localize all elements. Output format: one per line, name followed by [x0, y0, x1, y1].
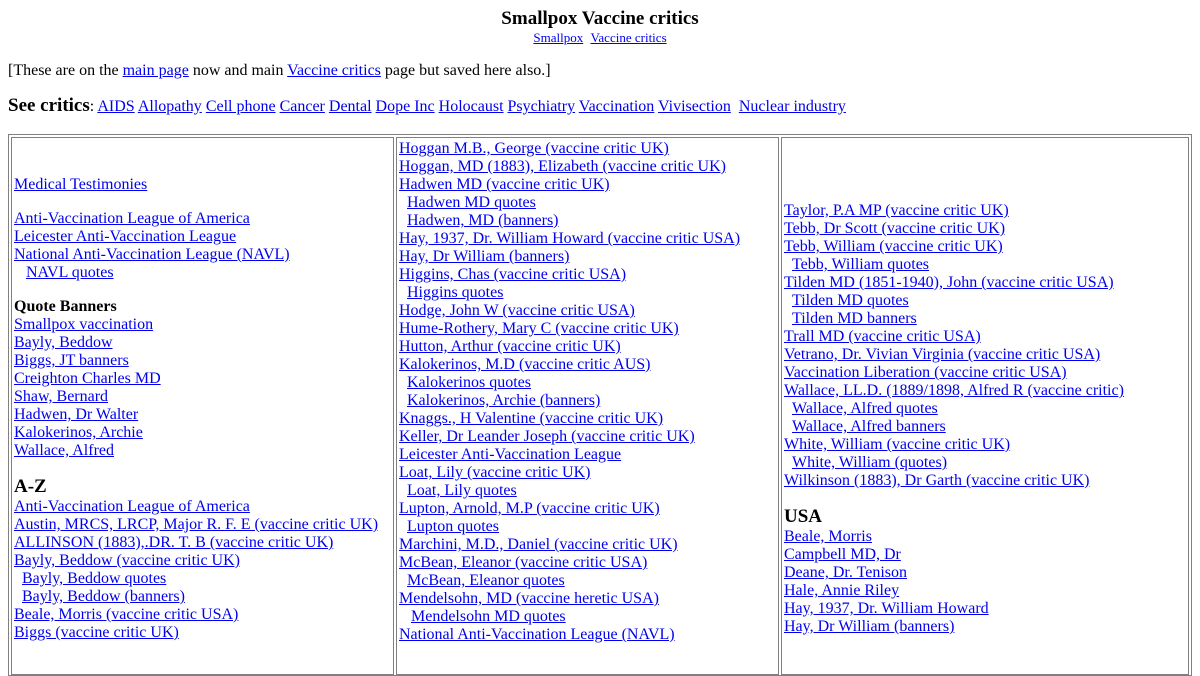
critic-link[interactable]: Kalokerinos quotes: [407, 374, 531, 391]
critic-category-link[interactable]: Dental: [328, 98, 372, 115]
spacer: [784, 490, 1188, 506]
critic-link[interactable]: Tilden MD (1851-1940), John (vaccine critic USA): [784, 274, 1114, 291]
usa-critic-link[interactable]: Hale, Annie Riley: [784, 582, 900, 599]
critic-link[interactable]: Kalokerinos, M.D (vaccine critic AUS): [399, 356, 651, 373]
banner-link[interactable]: Hadwen, Dr Walter: [14, 406, 139, 423]
banner-link[interactable]: Bayly, Beddow: [14, 334, 113, 351]
usa-critic-link[interactable]: Deane, Dr. Tenison: [784, 564, 907, 581]
intro-suffix: page but saved here also.]: [380, 62, 551, 79]
critic-category-link[interactable]: Dope Inc: [375, 98, 435, 115]
usa-list: [784, 528, 1188, 636]
critic-category-link[interactable]: Nuclear industry: [738, 98, 846, 115]
nav-link-smallpox[interactable]: Smallpox: [533, 30, 584, 45]
critic-link[interactable]: Loat, Lily (vaccine critic UK): [399, 464, 591, 481]
quote-banners-heading: Quote Banners: [14, 298, 117, 315]
critic-link[interactable]: National Anti-Vaccination League (NAVL): [399, 626, 675, 643]
critic-link[interactable]: Lupton, Arnold, M.P (vaccine critic UK): [399, 500, 660, 517]
main-page-link[interactable]: main page: [122, 62, 189, 79]
critic-link[interactable]: Marchini, M.D., Daniel (vaccine critic UK): [399, 536, 678, 553]
usa-critic-link[interactable]: Hay, Dr William (banners): [784, 618, 955, 635]
critic-link[interactable]: Vetrano, Dr. Vivian Virginia (vaccine critic USA): [784, 346, 1101, 363]
critic-link[interactable]: Tilden MD quotes: [792, 292, 909, 309]
critic-link[interactable]: Tebb, Dr Scott (vaccine critic UK): [784, 220, 1006, 237]
critic-link[interactable]: Hay, Dr William (banners): [399, 248, 570, 265]
critic-link[interactable]: Knaggs., H Valentine (vaccine critic UK): [399, 410, 664, 427]
vaccine-critics-link[interactable]: Vaccine critics: [287, 62, 381, 79]
banner-link[interactable]: Biggs, JT banners: [14, 352, 129, 369]
spacer: [14, 282, 393, 298]
critic-category-link[interactable]: Cell phone: [205, 98, 276, 115]
intro-prefix: [These are on the: [8, 62, 123, 79]
quote-banners-list: [14, 316, 393, 460]
critic-link[interactable]: Wallace, Alfred banners: [792, 418, 946, 435]
az-list: [14, 498, 393, 642]
critic-category-link[interactable]: Allopathy: [137, 98, 202, 115]
critic-link[interactable]: Loat, Lily quotes: [407, 482, 517, 499]
critic-category-link[interactable]: Vivisection: [658, 98, 731, 115]
critic-link[interactable]: Hadwen MD quotes: [407, 194, 536, 211]
critic-link[interactable]: White, William (quotes): [792, 454, 948, 471]
critic-link[interactable]: Austin, MRCS, LRCP, Major R. F. E (vaccine critic UK): [14, 516, 379, 533]
column-3: [781, 137, 1189, 675]
critic-category-link[interactable]: Psychiatry: [507, 98, 576, 115]
critic-category-link[interactable]: AIDS: [97, 98, 135, 115]
critic-link[interactable]: Trall MD (vaccine critic USA): [784, 328, 981, 345]
critic-category-link[interactable]: Vaccination: [578, 98, 655, 115]
critic-link[interactable]: Higgins quotes: [407, 284, 504, 301]
critic-link[interactable]: Hoggan, MD (1883), Elizabeth (vaccine critic UK): [399, 158, 726, 175]
critic-link[interactable]: White, William (vaccine critic UK): [784, 436, 1011, 453]
critic-link[interactable]: Wallace, Alfred quotes: [792, 400, 938, 417]
critic-link[interactable]: Beale, Morris (vaccine critic USA): [14, 606, 239, 623]
critic-link[interactable]: Kalokerinos, Archie (banners): [407, 392, 601, 409]
critics-table: [8, 134, 1192, 676]
banner-link[interactable]: Creighton Charles MD: [14, 370, 161, 387]
critic-link[interactable]: Higgins, Chas (vaccine critic USA): [399, 266, 627, 283]
league-link[interactable]: Leicester Anti-Vaccination League: [14, 228, 237, 245]
spacer: [14, 194, 393, 210]
critic-link[interactable]: Tebb, William quotes: [792, 256, 930, 273]
critic-link[interactable]: Bayly, Beddow quotes: [22, 570, 167, 587]
critic-link[interactable]: Bayly, Beddow (vaccine critic UK): [14, 552, 240, 569]
critic-link[interactable]: McBean, Eleanor quotes: [407, 572, 565, 589]
critic-link[interactable]: Taylor, P.A MP (vaccine critic UK): [784, 202, 1009, 219]
usa-heading: USA: [784, 506, 823, 527]
league-link[interactable]: National Anti-Vaccination League (NAVL): [14, 246, 290, 263]
navl-quotes-link[interactable]: NAVL quotes: [26, 264, 114, 281]
critic-link[interactable]: Leicester Anti-Vaccination League: [399, 446, 622, 463]
nav-link-vaccine-critics[interactable]: Vaccine critics: [590, 30, 667, 45]
critic-category-link[interactable]: Holocaust: [438, 98, 504, 115]
banner-link[interactable]: Wallace, Alfred: [14, 442, 114, 459]
critic-link[interactable]: Hume-Rothery, Mary C (vaccine critic UK): [399, 320, 679, 337]
critic-link[interactable]: Hadwen MD (vaccine critic UK): [399, 176, 610, 193]
column-2-list: [397, 138, 778, 644]
az-heading: A-Z: [14, 476, 47, 497]
intro-note: [8, 62, 551, 80]
usa-critic-link[interactable]: Beale, Morris: [784, 528, 872, 545]
critic-link[interactable]: Mendelsohn MD quotes: [411, 608, 566, 625]
sub-navigation: [0, 30, 1200, 46]
critic-link[interactable]: ALLINSON (1883),.DR. T. B (vaccine critic UK): [14, 534, 334, 551]
page-title: Smallpox Vaccine critics: [501, 8, 699, 29]
critic-link[interactable]: Anti-Vaccination League of America: [14, 498, 250, 515]
critic-link[interactable]: Hodge, John W (vaccine critic USA): [399, 302, 635, 319]
intro-middle: now and main: [188, 62, 288, 79]
spacer: [14, 460, 393, 476]
critic-link[interactable]: Tebb, William (vaccine critic UK): [784, 238, 1003, 255]
usa-critic-link[interactable]: Hay, 1937, Dr. William Howard: [784, 600, 989, 617]
critic-link[interactable]: Tilden MD banners: [792, 310, 917, 327]
critic-link[interactable]: McBean, Eleanor (vaccine critic USA): [399, 554, 648, 571]
critic-link[interactable]: Keller, Dr Leander Joseph (vaccine critic UK): [399, 428, 695, 445]
critic-link[interactable]: Hadwen, MD (banners): [407, 212, 559, 229]
medical-testimonies-link[interactable]: Medical Testimonies: [14, 176, 148, 193]
critic-link[interactable]: Wilkinson (1883), Dr Garth (vaccine critic UK): [784, 472, 1090, 489]
critic-link[interactable]: Lupton quotes: [407, 518, 499, 535]
critic-category-link[interactable]: Cancer: [279, 98, 325, 115]
critic-link[interactable]: Bayly, Beddow (banners): [22, 588, 185, 605]
critic-link[interactable]: Hay, 1937, Dr. William Howard (vaccine critic USA): [399, 230, 741, 247]
column-2: [396, 137, 779, 675]
critic-link[interactable]: Hutton, Arthur (vaccine critic UK): [399, 338, 621, 355]
critic-link[interactable]: Mendelsohn, MD (vaccine heretic USA): [399, 590, 659, 607]
see-critics-label: See critics: [8, 95, 90, 116]
see-critics-bar: [8, 96, 846, 117]
banner-link[interactable]: Kalokerinos, Archie: [14, 424, 143, 441]
see-critics-colon: :: [89, 98, 95, 115]
banner-link[interactable]: Shaw, Bernard: [14, 388, 109, 405]
critic-link[interactable]: Hoggan M.B., George (vaccine critic UK): [399, 140, 669, 157]
see-critics-links: [97, 98, 846, 115]
critic-link[interactable]: Biggs (vaccine critic UK): [14, 624, 179, 641]
column-3-list: [784, 202, 1188, 490]
critic-link[interactable]: Vaccination Liberation (vaccine critic USA): [784, 364, 1067, 381]
critic-link[interactable]: Wallace, LL.D. (1889/1898, Alfred R (vaccine critic): [784, 382, 1124, 399]
column-1: [11, 137, 394, 675]
usa-critic-link[interactable]: Campbell MD, Dr: [784, 546, 901, 563]
league-link[interactable]: Anti-Vaccination League of America: [14, 210, 250, 227]
banner-link[interactable]: Smallpox vaccination: [14, 316, 154, 333]
